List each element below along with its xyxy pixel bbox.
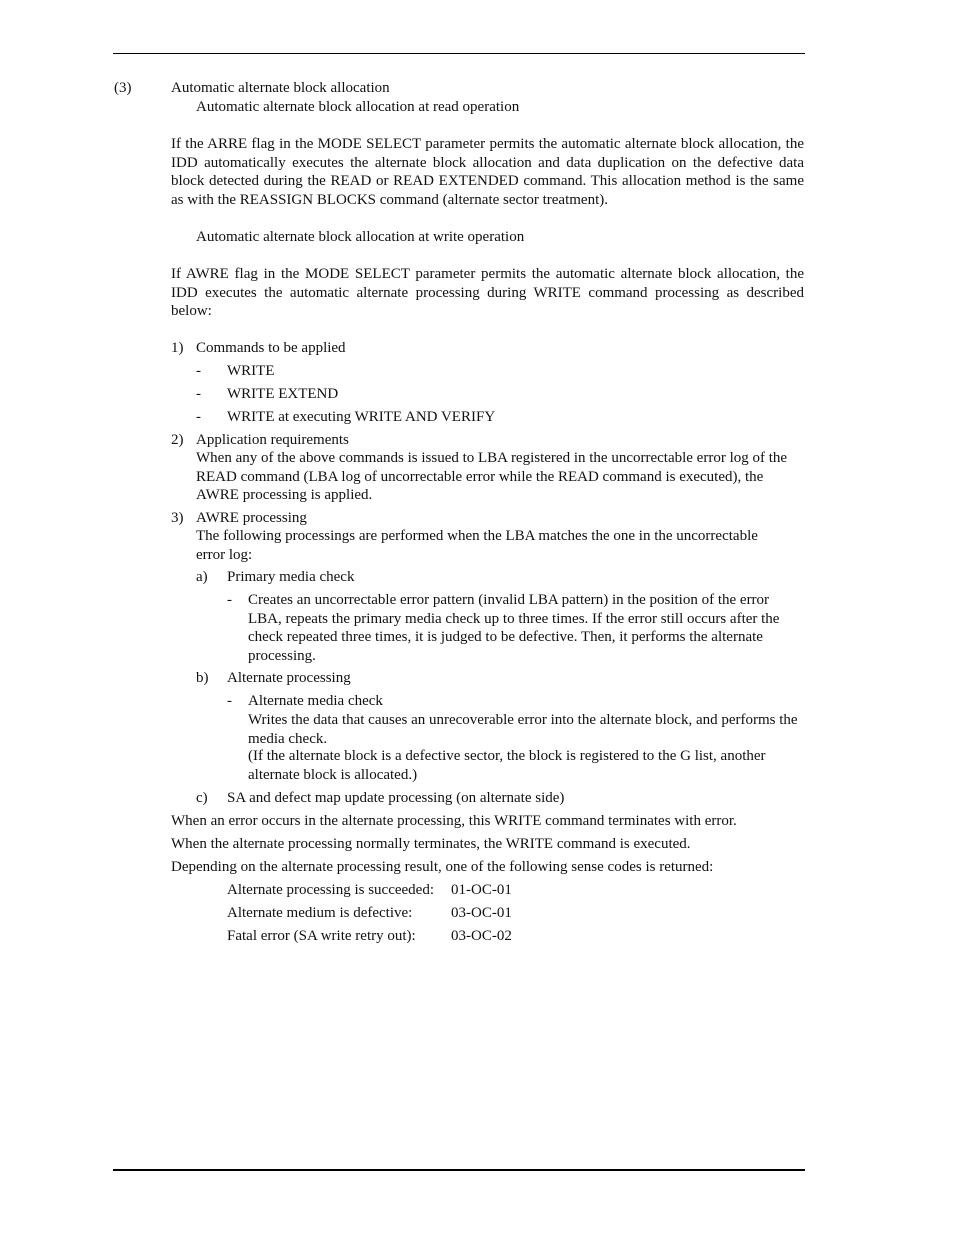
sub-a-label: a)	[196, 569, 208, 585]
list-dash: -	[227, 592, 232, 608]
item-2-number: 2)	[171, 432, 184, 448]
sense-code-value: 03-OC-02	[451, 928, 512, 944]
write-subtitle: Automatic alternate block allocation at write operation	[196, 229, 525, 245]
command-item: WRITE	[227, 363, 275, 379]
write-paragraph: If AWRE flag in the MODE SELECT parameter permits the automatic alternate block allocation, the IDD executes the automatic alternate processing during WRITE command processing as described below:	[171, 266, 804, 319]
item-2-text: When any of the above commands is issued to LBA registered in the uncorrectable error log of the READ command (LBA log of uncorrectable error while the READ command is executed), the AWRE processing is applied.	[196, 450, 788, 503]
sub-b-text-1: Writes the data that causes an unrecoverable error into the alternate block, and performs the media check.	[248, 712, 798, 747]
closing-line-2: When the alternate processing normally terminates, the WRITE command is executed.	[171, 836, 691, 852]
command-item: WRITE at executing WRITE AND VERIFY	[227, 409, 496, 425]
sub-b-title: Alternate processing	[227, 670, 351, 686]
sub-c-title: SA and defect map update processing (on alternate side)	[227, 790, 565, 806]
list-dash: -	[196, 409, 201, 425]
item-2-title: Application requirements	[196, 432, 349, 448]
section-number: (3)	[114, 80, 132, 96]
list-dash: -	[196, 363, 201, 379]
sense-code-label: Alternate processing is succeeded:	[227, 882, 435, 898]
sub-b-label: b)	[196, 670, 209, 686]
list-dash: -	[196, 386, 201, 402]
sub-c-label: c)	[196, 790, 208, 806]
sense-code-label: Fatal error (SA write retry out):	[227, 928, 416, 944]
section-title: Automatic alternate block allocation	[171, 80, 390, 96]
command-item: WRITE EXTEND	[227, 386, 339, 402]
sub-b-subtitle: Alternate media check	[248, 693, 383, 709]
header-rule	[113, 53, 805, 54]
sub-a-text: Creates an uncorrectable error pattern (invalid LBA pattern) in the position of the error LBA, repeats the primary media check up to three times. If the error still occurs after the check repeated three times, it is judged to be defective. Then, it performs the alternate processing.	[248, 592, 780, 664]
item-3-title: AWRE processing	[196, 510, 307, 526]
sense-code-value: 01-OC-01	[451, 882, 512, 898]
item-3-number: 3)	[171, 510, 184, 526]
sense-code-label: Alternate medium is defective:	[227, 905, 413, 921]
sub-a-title: Primary media check	[227, 569, 355, 585]
closing-line-3: Depending on the alternate processing result, one of the following sense codes is returned:	[171, 859, 714, 875]
sub-b-text-2: (If the alternate block is a defective sector, the block is registered to the G list, another alternate block is allocated.)	[248, 748, 766, 783]
item-1-title: Commands to be applied	[196, 340, 346, 356]
list-dash: -	[227, 693, 232, 709]
item-1-number: 1)	[171, 340, 184, 356]
footer-rule	[113, 1169, 805, 1171]
read-paragraph: If the ARRE flag in the MODE SELECT parameter permits the automatic alternate block allocation, the IDD automatically executes the alternate block allocation and data duplication on the defective data block detected during the READ or READ EXTENDED command. This allocation method is the same as with the REASSIGN BLOCKS command (alternate sector treatment).	[171, 136, 804, 208]
read-subtitle: Automatic alternate block allocation at read operation	[196, 99, 520, 115]
item-3-text: The following processings are performed when the LBA matches the one in the uncorrectable error log:	[196, 528, 758, 563]
closing-line-1: When an error occurs in the alternate processing, this WRITE command terminates with error.	[171, 813, 737, 829]
sense-code-value: 03-OC-01	[451, 905, 512, 921]
